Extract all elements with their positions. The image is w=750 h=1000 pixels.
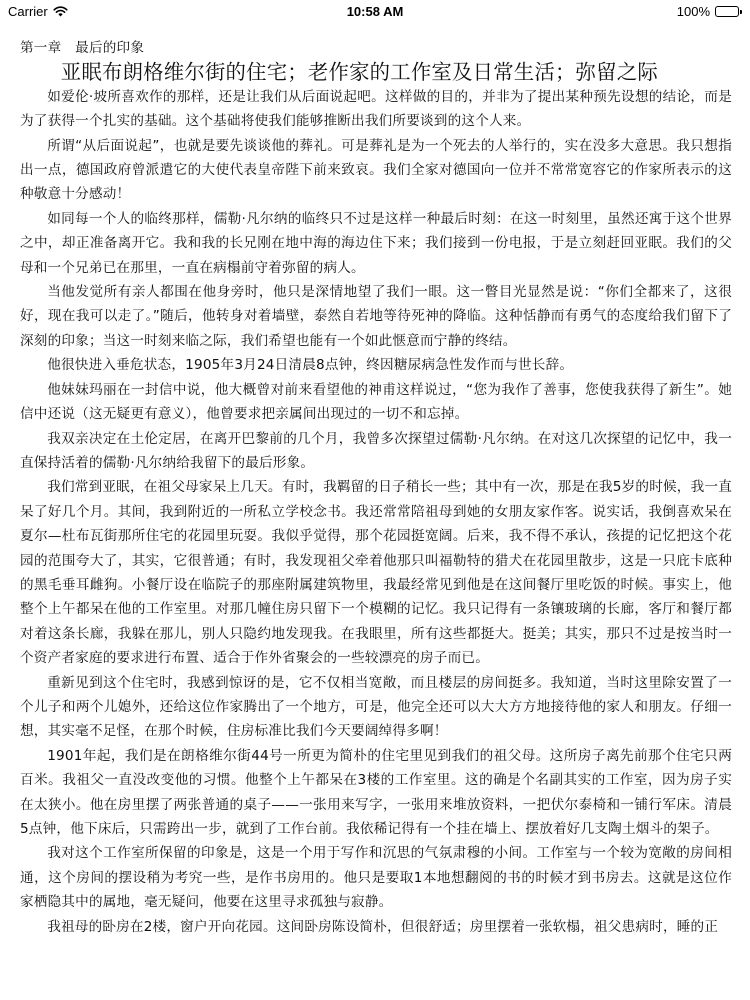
battery-percent: 100% bbox=[676, 4, 710, 19]
section-title: 亚眠布朗格维尔街的住宅；老作家的工作室及日常生活；弥留之际 bbox=[60, 60, 658, 85]
paragraph: 如爱伦·坡所喜欢作的那样，还是让我们从后面说起吧。这样做的目的，并非为了提出某种预先设想的结论，而是为了获得一个扎实的基础。这个基础将使我们能够推断出我们所要谈到的这个人来。 bbox=[20, 88, 732, 130]
chapter-body bbox=[20, 85, 732, 939]
paragraph: 重新见到这个住宅时，我感到惊讶的是，它不仅相当宽敞，而且楼层的房间挺多。我知道，当时这里除安置了一个儿子和两个儿媳外，还给这位作家腾出了一个地方，可是，他完全还可以大大方方地接待他的家人和朋友。仔细一想，其实毫不足怪，在那个时候，住房标准比我们今天要阔绰得多啊！ bbox=[20, 674, 732, 740]
status-bar bbox=[0, 0, 750, 24]
paragraph: 我祖母的卧房在2楼，窗户开向花园。这间卧房陈设简朴，但很舒适；房里摆着一张软榻，祖父患病时，睡的正 bbox=[47, 918, 719, 935]
paragraph: 我对这个工作室所保留的印象是，这是一个用于写作和沉思的气氛肃穆的小间。工作室与一个较为宽敞的房间相通，这个房间的摆设稍为考究一些，是作书房用的。他只是要取1本地想翻阅的书的时候才到书房去。这就是这位作家栖隐其中的属地，毫无疑问，他要在这里寻求孤独与寂静。 bbox=[20, 845, 732, 911]
paragraph: 所谓“从后面说起”，也就是要先谈谈他的葬礼。可是葬礼是为一个死去的人举行的，实在没多大意思。我只想指出一点，德国政府曾派遣它的大使代表皇帝陛下前来致哀。我们全家对德国向一位并不常常宽容它的作家所表示的这种敬意十分感动！ bbox=[20, 137, 732, 203]
carrier-label: Carrier bbox=[8, 4, 48, 19]
battery-icon bbox=[715, 6, 742, 17]
paragraph: 我双亲决定在土伦定居，在离开巴黎前的几个月，我曾多次探望过儒勒·凡尔纳。在对这几次探望的记忆中，我一直保持活着的儒勒·凡尔纳给我留下的最后形象。 bbox=[20, 430, 732, 471]
paragraph: 1901年起，我们是在朗格维尔街44号一所更为简朴的住宅里见到我们的祖父母。这所房子离先前那个住宅只两百米。我祖父一直没改变他的习惯。他整个上午都呆在3楼的工作室里。这的确是个名副其实的工作室，因为房子实在太狭小。他在房里摆了两张普通的桌子——一张用来写字，一张用来堆放资料，一把伏尔泰椅和一铺行军床。清晨5点钟，他下床后，只需跨出一步，就到了工作台前。我依稀记得有一个挂在墙上、摆放着好几支陶土烟斗的架子。 bbox=[20, 747, 732, 837]
paragraph: 他很快进入垂危状态，1905年3月24日清晨8点钟，终因糖尿病急性发作而与世长辞。 bbox=[47, 357, 574, 374]
chapter-title: 第一章 最后的印象 bbox=[20, 40, 145, 56]
status-time: 10:58 AM bbox=[346, 4, 404, 19]
paragraph: 如同每一个人的临终那样，儒勒·凡尔纳的临终只不过是这样一种最后时刻：在这一时刻里，虽然还寓于这个世界之中，却正准备离开它。我和我的长兄刚在地中海的海边住下来；我们接到一份电报，于是立刻赶回亚眠。我们的父母和一个兄弟已在那里，一直在病榻前守着弥留的病人。 bbox=[20, 210, 732, 276]
reader-page[interactable] bbox=[20, 36, 732, 939]
paragraph: 他妹妹玛丽在一封信中说，他大概曾对前来看望他的神甫这样说过，“您为我作了善事，您使我获得了新生”。她信中还说（这无疑更有意义），他曾要求把亲属间出现过的一切不和忘掉。 bbox=[20, 381, 732, 423]
paragraph: 当他发觉所有亲人都围在他身旁时，他只是深情地望了我们一眼。这一瞥目光显然是说：“你们全都来了，这很好，现在我可以走了。”随后，他转身对着墙壁，泰然自若地等待死神的降临。这种恬静而有勇气的态度给我们留下了深刻的印象；当这一时刻来临之际，我们希望也能有一个如此惬意而宁静的终结。 bbox=[20, 284, 732, 349]
paragraph: 我们常到亚眠，在祖父母家呆上几天。有时，我羁留的日子稍长一些；其中有一次，那是在我5岁的时候，我一直呆了好几个月。其间，我到附近的一所私立学校念书。我还常常陪祖母到她的女朋友家作客。说实话，我倒喜欢呆在夏尔—杜布瓦街那所住宅的花园里玩耍。我似乎觉得，那个花园挺宽阔。后来，我不得不承认，孩提的记忆把这个花园的范围夸大了，其实，它很普通；有时，我发现祖父牵着他那只叫福勒特的猎犬在花园里散步，这是一只庇卡底种的黑毛垂耳雌狗。小餐厅设在临院子的那座附属建筑物里，我最经常见到他是在这间餐厅里吃饭的时候。事实上，他整个上午都呆在他的工作室里。对那几幢住房只留下一个模糊的记忆。我只记得有一条镶玻璃的长廊，客厅和餐厅都对着这条长廊，我躲在那儿，别人只隐约地发现我。在我眼里，所有这些都挺大。挺美；其实，那只不过是按当时一个资产者家庭的要求进行布置、适合于作外省聚会的一些较漂亮的房子而已。 bbox=[20, 479, 732, 667]
status-right bbox=[677, 4, 742, 19]
